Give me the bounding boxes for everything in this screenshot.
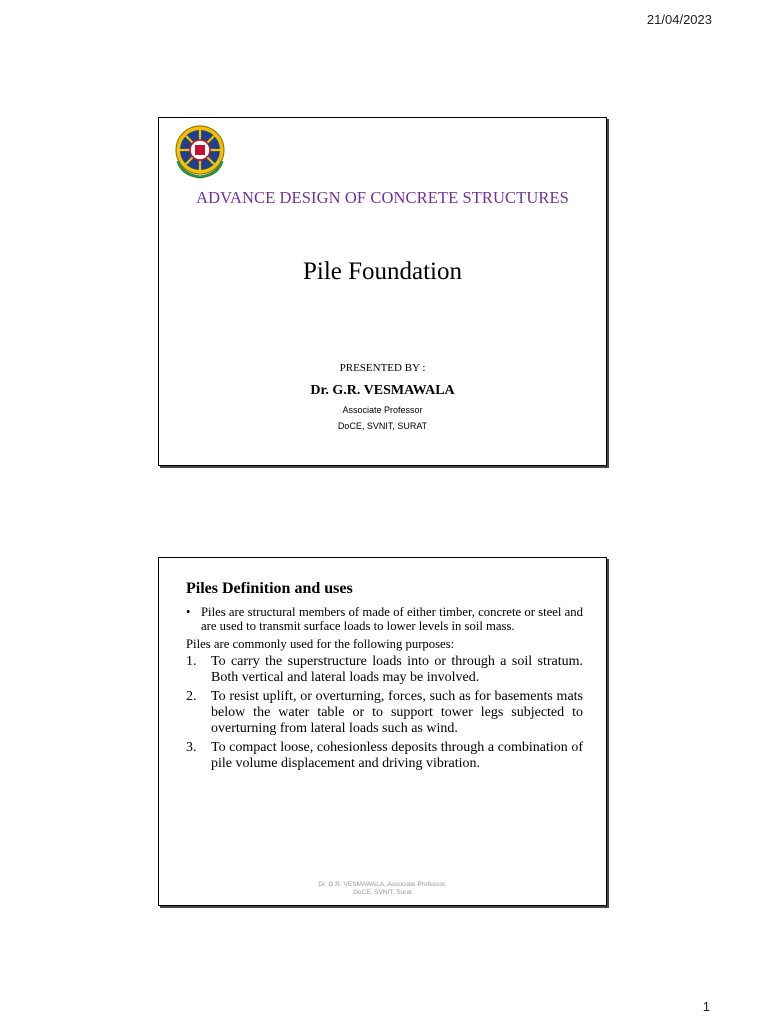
page-number: 1 — [702, 999, 710, 1014]
presented-by-label: PRESENTED BY : — [339, 362, 426, 374]
institute-emblem-icon — [172, 123, 228, 179]
presenter-department: DoCE, SVNIT, SURAT — [337, 421, 428, 431]
footer-line-2: DoCE, SVNIT, Surat — [353, 889, 412, 896]
presenter-name: Dr. G.R. VESMAWALA — [310, 383, 455, 398]
list-item-text: To resist uplift, or overturning, forces, such as for basements mats below the water table or to support tower legs subjected to overturning from lateral loads such as wind. — [211, 689, 583, 736]
list-item-number: 2. — [186, 689, 197, 704]
list-item-text: To compact loose, cohesionless deposits through a combination of pile volume displacement and driving vibration. — [211, 740, 583, 771]
slide-title: Pile Foundation — [302, 258, 463, 285]
list-item-text: To carry the superstructure loads into or through a soil stratum. Both vertical and lateral loads may be involved. — [211, 654, 583, 685]
bullet-mark: • — [186, 605, 191, 619]
list-item — [186, 654, 583, 686]
list-item — [186, 740, 583, 772]
bullet-item — [186, 606, 583, 633]
footer-line-1: Dr. G.R. VESMAWALA, Associate Professor, — [318, 881, 447, 888]
page-date: 21/04/2023 — [646, 12, 712, 27]
content-slide — [158, 557, 607, 906]
bullet-text: Piles are structural members of made of either timber, concrete or steel and are used to transmit surface loads to lower levels in soil mass. — [201, 605, 583, 633]
presenter-role: Associate Professor — [342, 405, 423, 415]
slide-body — [186, 606, 583, 775]
list-item-number: 1. — [186, 654, 197, 669]
title-slide — [158, 117, 607, 466]
list-item — [186, 689, 583, 737]
course-title: ADVANCE DESIGN OF CONCRETE STRUCTURES — [196, 188, 569, 207]
slide-footer — [159, 881, 606, 897]
list-item-number: 3. — [186, 740, 197, 755]
purposes-intro: Piles are commonly used for the following purposes: — [186, 637, 455, 651]
slide-heading: Piles Definition and uses — [186, 580, 353, 597]
